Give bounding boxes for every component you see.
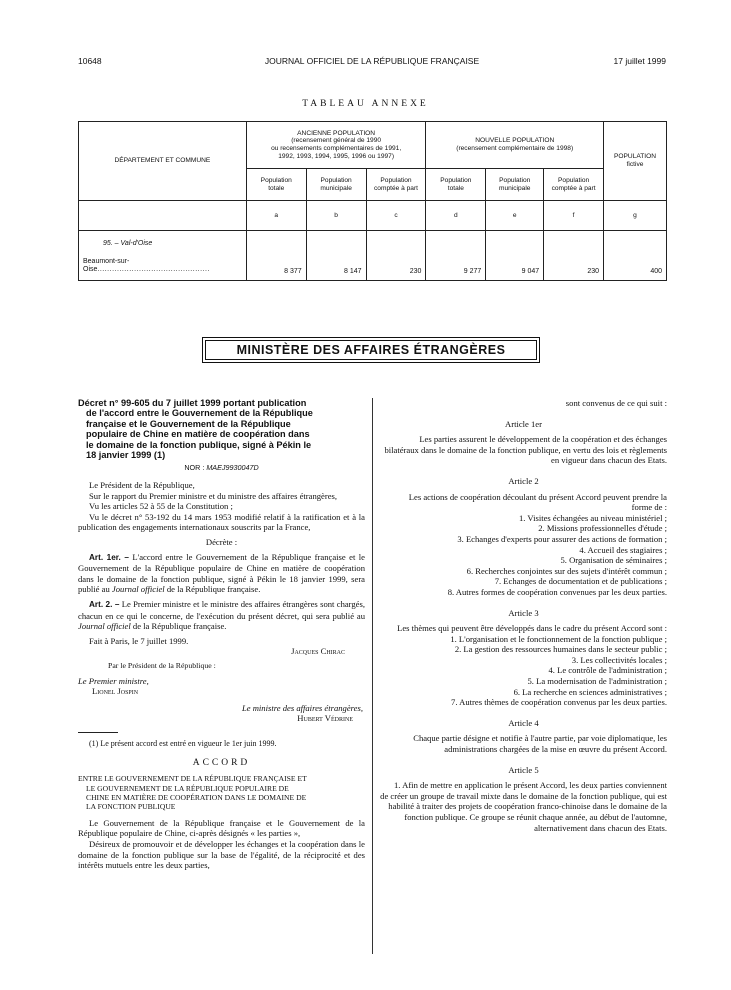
letter-cell: a (246, 201, 306, 231)
intro: sont convenus de ce qui suit : (565, 398, 667, 408)
signature-vedrine: Hubert Védrine (297, 713, 353, 724)
issue-date: 17 juillet 1999 (613, 56, 666, 66)
sub-header: Population municipale (306, 169, 366, 201)
paragraph: Vu le décret n° 53-192 du 14 mars 1953 modifié relatif à la ratification et à la publication des engagements internationaux souscrits par la France, (78, 511, 365, 533)
sub-header: Population totale (426, 169, 486, 201)
article-heading: Article 4 (508, 717, 539, 728)
letter-cell: g (604, 201, 667, 231)
ministry-banner (202, 337, 540, 363)
article-heading: Article 2 (508, 475, 539, 486)
paragraph: Les parties assurent le développement de la coopération et des échanges bilatéraux dans le domaine de la fonction publique, en vertu des lois et règlements en vigueur dans chacun des Etats. (384, 434, 667, 466)
value-cell: 230 (366, 231, 426, 281)
premier-ministre: Le Premier ministre, (78, 675, 149, 686)
nor-reference: NOR : MAEJ9930047D (184, 463, 259, 473)
sub-header: Population municipale (486, 169, 544, 201)
annex-title: TABLEAU ANNEXE (302, 99, 429, 109)
paragraph: Le Président de la République, (89, 480, 195, 491)
preamble-1: Le Gouvernement de la République française et le Gouvernement de la République populaire de Chine, ci-après désignés « les parties », (78, 817, 365, 839)
sub-header: Population comptée à part (366, 169, 426, 201)
list-item: 7. Echanges de documentation et de publications ; (494, 576, 667, 587)
header-ancienne: ANCIENNE POPULATION (recensement général de 1990 ou recensements complémentaires de 1991, 1992, 1993, 1994, 1995, 1996 ou 1997) (246, 122, 426, 169)
list-item: 1. L'organisation et le fonctionnement de la fonction publique ; (450, 633, 667, 644)
signature-jospin: Lionel Jospin (92, 686, 139, 697)
value-cell: 8 147 (306, 231, 366, 281)
page-number: 10648 (78, 56, 102, 66)
paragraph: 1. Afin de mettre en application le présent Accord, les deux parties conviennent de créer un groupe de travail mixte dans le domaine de la fonction publique, qui est habilité à traiter des projets de coopération franco-chinoise dans le domaine de la fonction publique. Ce groupe se réunit chaque année, au début de l'automne, alternativement dans chacun des Etats. (380, 780, 667, 833)
journal-title: JOURNAL OFFICIEL DE LA RÉPUBLIQUE FRANÇAISE (264, 56, 480, 66)
list-item: 4. Le contrôle de l'administration ; (548, 665, 667, 676)
value-cell: 8 377 (246, 231, 306, 281)
list-item: 6. Recherches conjointes sur des sujets d'intérêt commun ; (466, 565, 667, 576)
header-fictive: POPULATION fictive (604, 122, 667, 201)
value-cell: 9 047 (486, 231, 544, 281)
letter-cell: d (426, 201, 486, 231)
paragraph: Les actions de coopération découlant du présent Accord peuvent prendre la forme de : (408, 491, 667, 513)
right-column (380, 398, 667, 833)
decree-title: Décret n° 99-605 du 7 juillet 1999 portant publication de l'accord entre le Gouvernement de la République française et le Gouvernement de la République populaire de Chine en matière de coopération dans le domaine de la fonction publique, signé à Pékin le 18 janvier 1999 (1) (78, 398, 313, 461)
preamble-2: Désireux de promouvoir et de développer les échanges et la coopération dans le domaine de la fonction publique sur la base de l'égalité, de la réciprocité et des intérêts mutuels entre les deux parties, (78, 838, 365, 871)
list-item: 5. Organisation de séminaires ; (560, 555, 667, 566)
value-cell: 400 (604, 231, 667, 281)
article-heading: Article 5 (508, 764, 539, 775)
signature-chirac: Jacques Chirac (291, 646, 345, 657)
department-label: 95. – Val-d'Oise (103, 240, 153, 247)
header-nouvelle: NOUVELLE POPULATION (recensement complémentaire de 1998) (426, 122, 604, 169)
commune-label: Beaumont-sur-Oise.............................................. (83, 258, 210, 274)
annex-table (78, 121, 667, 281)
list-item: 2. Missions professionnelles d'étude ; (538, 523, 667, 534)
footnote-rule (78, 732, 118, 733)
ministre-ae: Le ministre des affaires étrangères, (241, 702, 363, 713)
decrete-heading: Décrète : (205, 537, 238, 547)
article-1: Art. 1er. – L'accord entre le Gouvernement de la République française et le Gouvernement de la République populaire de Chine en matière de coopération dans le domaine de la fonction publique, signé à Pékin le 18 janvier 1999, sera publié au Journal officiel de la République française. (78, 551, 365, 595)
value-cell: 9 277 (426, 231, 486, 281)
paragraph: Vu les articles 52 à 55 de la Constitution ; (89, 501, 233, 512)
paragraph: Les thèmes qui peuvent être développés dans le cadre du présent Accord sont : (397, 623, 667, 634)
letter-cell: e (486, 201, 544, 231)
accord-title: ENTRE LE GOUVERNEMENT DE LA RÉPUBLIQUE FRANÇAISE ET LE GOUVERNEMENT DE LA RÉPUBLIQUE POPULAIRE DE CHINE EN MATIÈRE DE COOPÉRATION DANS LE DOMAINE DE LA FONCTION PUBLIQUE (78, 774, 307, 812)
list-item: 5. La modernisation de l'administration ; (527, 676, 667, 687)
list-item: 3. Les collectivités locales ; (571, 654, 667, 665)
fait-a-paris: Fait à Paris, le 7 juillet 1999. (89, 635, 189, 646)
paragraph: Sur le rapport du Premier ministre et du ministre des affaires étrangères, (89, 490, 338, 501)
footnote: (1) Le présent accord est entré en vigueur le 1er juin 1999. (89, 738, 277, 748)
article-heading: Article 3 (508, 607, 539, 618)
letter-cell: b (306, 201, 366, 231)
sub-header: Population totale (246, 169, 306, 201)
running-header (78, 56, 666, 70)
par-le-president: Par le Président de la République : (108, 660, 216, 670)
list-item: 6. La recherche en sciences administratives ; (513, 686, 667, 697)
value-cell: 230 (544, 231, 604, 281)
ministry-title: MINISTÈRE DES AFFAIRES ÉTRANGÈRES (205, 340, 537, 360)
list-item: 1. Visites échangées au niveau ministériel ; (518, 512, 667, 523)
commune-cell (79, 231, 247, 281)
list-item: 7. Autres thèmes de coopération convenus par les deux parties. (451, 697, 667, 708)
letter-cell: c (366, 201, 426, 231)
accord-heading: ACCORD (192, 757, 251, 768)
list-item: 3. Echanges d'experts pour assurer des actions de formation ; (457, 533, 667, 544)
list-item: 8. Autres formes de coopération convenues par les deux parties. (447, 586, 667, 597)
paragraph: Chaque partie désigne et notifie à l'autre partie, par voie diplomatique, les administrations chargées de la mise en œuvre du présent Accord. (413, 733, 667, 755)
sub-header: Population comptée à part (544, 169, 604, 201)
list-item: 4. Accueil des stagiaires ; (579, 544, 667, 555)
header-department: DÉPARTEMENT ET COMMUNE (79, 122, 247, 201)
article-2: Art. 2. – Le Premier ministre et le ministre des affaires étrangères sont chargés, chacun en ce qui le concerne, de l'exécution du présent décret, qui sera publié au Journal officiel de la République française. (78, 598, 365, 632)
list-item: 2. La gestion des ressources humaines dans le secteur public ; (454, 644, 667, 655)
left-column (78, 398, 365, 871)
article-heading: Article 1er (505, 418, 542, 429)
letter-cell (79, 201, 247, 231)
column-divider (372, 398, 373, 954)
letter-cell: f (544, 201, 604, 231)
